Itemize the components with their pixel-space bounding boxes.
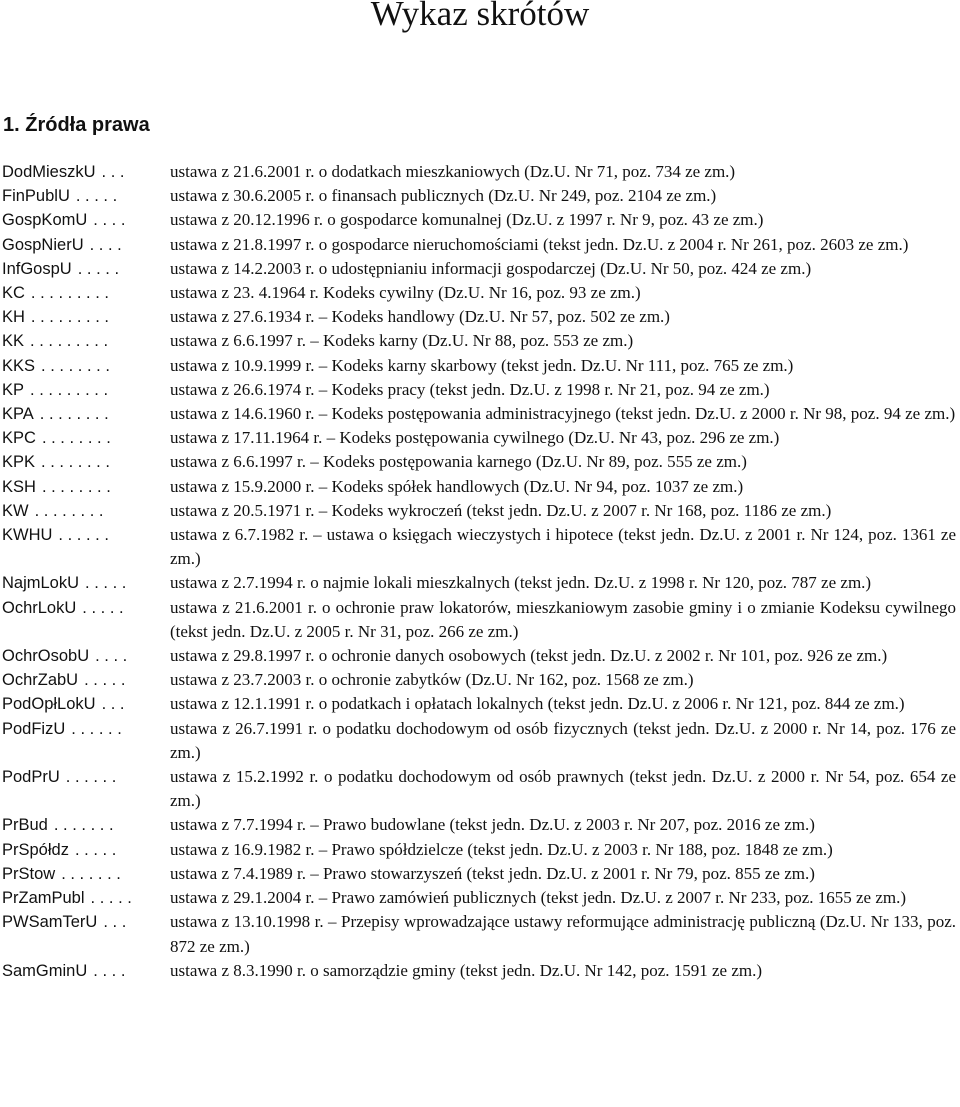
abbreviation-label: PodOpłLokU — [2, 695, 96, 714]
list-item — [2, 668, 958, 692]
abbreviation-description: ustawa z 15.9.2000 r. – Kodeks spółek handlowych (Dz.U. Nr 94, poz. 1037 ze zm.) — [170, 476, 744, 496]
abbreviation-label: PrSpółdz — [2, 840, 69, 859]
list-item — [2, 281, 958, 305]
abbreviation-term — [2, 910, 170, 934]
abbreviation-description: ustawa z 15.2.1992 r. o podatku dochodowym od osób prawnych (tekst jedn. Dz.U. z 2000 r. Nr 54, poz. 654 ze zm.) — [170, 767, 956, 811]
list-item — [2, 959, 958, 983]
list-item — [2, 765, 958, 813]
list-item — [2, 378, 958, 402]
dot-leader: ....... — [53, 816, 119, 835]
abbreviation-description: ustawa z 6.6.1997 r. – Kodeks postępowania karnego (Dz.U. Nr 89, poz. 555 ze zm.) — [170, 452, 747, 472]
abbreviation-label: DodMieszkU — [2, 163, 96, 181]
list-item — [2, 838, 958, 862]
abbreviation-label: KKS — [2, 356, 36, 375]
dot-leader: ........ — [41, 356, 115, 375]
abbreviation-label: GospKomU — [2, 211, 88, 230]
list-item — [2, 717, 958, 765]
list-item — [2, 426, 958, 450]
abbreviation-description: ustawa z 13.10.1998 r. – Przepisy wprowadzające ustawy reformujące administrację publiczną (Dz.U. Nr 133, poz. 872 ze zm.) — [170, 912, 956, 956]
list-item — [2, 571, 958, 595]
dot-leader: ...... — [71, 719, 127, 738]
abbreviation-term — [2, 886, 170, 910]
abbreviation-label: PrBud — [2, 816, 48, 835]
dot-leader: ..... — [82, 598, 129, 617]
abbreviation-label: KK — [2, 332, 25, 351]
dot-leader: ..... — [77, 259, 124, 278]
abbreviation-label: KP — [2, 380, 25, 399]
dot-leader: ......... — [30, 308, 114, 327]
list-item — [2, 862, 958, 886]
dot-leader: ........ — [41, 477, 116, 496]
abbreviation-term — [2, 378, 170, 402]
dot-leader: ... — [103, 913, 131, 932]
dot-leader: ...... — [65, 768, 121, 787]
dot-leader: .... — [95, 647, 132, 666]
abbreviation-term — [2, 281, 170, 305]
abbreviation-description: ustawa z 20.5.1971 r. – Kodeks wykroczeń (tekst jedn. Dz.U. z 2007 r. Nr 168, poz. 1186 ze zm.) — [170, 500, 832, 520]
list-item — [2, 813, 958, 837]
abbreviation-label: PWSamTerU — [2, 913, 98, 932]
dot-leader: ....... — [61, 864, 126, 883]
dot-leader: ........ — [41, 453, 115, 472]
dot-leader: ........ — [41, 429, 116, 448]
abbreviation-description: ustawa z 21.6.2001 r. o ochronie praw lokatorów, mieszkaniowym zasobie gminy i o zmianie Kodeksu cywilnego (tekst jedn. Dz.U. z 2005 r. Nr 31, poz. 266 ze zm.) — [170, 597, 956, 641]
abbreviation-description: ustawa z 29.1.2004 r. – Prawo zamówień publicznych (tekst jedn. Dz.U. z 2007 r. Nr 233, poz. 1655 ze zm.) — [170, 888, 907, 908]
abbreviation-description: ustawa z 12.1.1991 r. o podatkach i opłatach lokalnych (tekst jedn. Dz.U. z 2006 r. Nr 121, poz. 844 ze zm.) — [170, 694, 905, 714]
abbreviation-label: PrZamPubl — [2, 889, 85, 908]
list-item — [2, 160, 958, 184]
abbreviation-term — [2, 644, 170, 668]
abbreviation-term — [2, 305, 170, 329]
abbreviation-description: ustawa z 23. 4.1964 r. Kodeks cywilny (Dz.U. Nr 16, poz. 93 ze zm.) — [170, 283, 641, 303]
abbreviation-label: KW — [2, 501, 29, 520]
abbreviation-description: ustawa z 7.4.1989 r. – Prawo stowarzyszeń (tekst jedn. Dz.U. z 2001 r. Nr 79, poz. 855 ze zm.) — [170, 863, 815, 883]
list-item — [2, 499, 958, 523]
list-item — [2, 692, 958, 716]
abbreviation-description: ustawa z 26.6.1974 r. – Kodeks pracy (tekst jedn. Dz.U. z 1998 r. Nr 21, poz. 94 ze zm.) — [170, 379, 770, 399]
abbreviation-term — [2, 208, 170, 232]
dot-leader: ......... — [30, 284, 114, 303]
abbreviation-label: GospNierU — [2, 235, 84, 254]
abbreviation-term — [2, 596, 170, 620]
abbreviation-term — [2, 354, 170, 378]
abbreviation-description: ustawa z 30.6.2005 r. o finansach publicznych (Dz.U. Nr 249, poz. 2104 ze zm.) — [170, 186, 717, 206]
abbreviation-term — [2, 692, 170, 716]
abbreviation-term — [2, 160, 170, 184]
dot-leader: ......... — [30, 332, 113, 351]
list-item — [2, 184, 958, 208]
abbreviation-description: ustawa z 21.8.1997 r. o gospodarce nieruchomościami (tekst jedn. Dz.U. z 2004 r. Nr 261, poz. 2603 ze zm.) — [170, 234, 909, 254]
abbreviation-term — [2, 813, 170, 837]
list-item — [2, 910, 958, 958]
abbreviation-term — [2, 475, 170, 499]
section-heading: 1. Źródła prawa — [3, 114, 150, 136]
abbreviation-description: ustawa z 14.6.1960 r. – Kodeks postępowania administracyjnego (tekst jedn. Dz.U. z 2000 r. Nr 98, poz. 94 ze zm.) — [170, 404, 956, 424]
list-item — [2, 329, 958, 353]
abbreviation-term — [2, 717, 170, 741]
abbreviation-description: ustawa z 8.3.1990 r. o samorządzie gminy (tekst jedn. Dz.U. Nr 142, poz. 1591 ze zm.) — [170, 960, 763, 980]
abbreviation-term — [2, 523, 170, 547]
abbreviation-term — [2, 233, 170, 257]
dot-leader: ... — [101, 163, 130, 181]
abbreviation-description: ustawa z 14.2.2003 r. o udostępnianiu informacji gospodarczej (Dz.U. Nr 50, poz. 424 ze zm.) — [170, 258, 812, 278]
abbreviation-description: ustawa z 17.11.1964 r. – Kodeks postępowania cywilnego (Dz.U. Nr 43, poz. 296 ze zm.) — [170, 428, 780, 448]
abbreviation-description: ustawa z 16.9.1982 r. – Prawo spółdzielcze (tekst jedn. Dz.U. z 2003 r. Nr 188, poz. 1848 ze zm.) — [170, 839, 833, 859]
dot-leader: ..... — [74, 840, 121, 859]
abbreviation-description: ustawa z 2.7.1994 r. o najmie lokali mieszkalnych (tekst jedn. Dz.U. z 1998 r. Nr 120, poz. 787 ze zm.) — [170, 573, 872, 593]
list-item — [2, 596, 958, 644]
abbreviation-term — [2, 450, 170, 474]
abbreviation-label: KPC — [2, 429, 36, 448]
dot-leader: ..... — [85, 574, 131, 593]
abbreviation-label: OchrOsobU — [2, 647, 90, 666]
list-item — [2, 402, 958, 426]
abbreviation-term — [2, 257, 170, 281]
abbreviation-description: ustawa z 29.8.1997 r. o ochronie danych osobowych (tekst jedn. Dz.U. z 2002 r. Nr 101, poz. 926 ze zm.) — [170, 646, 888, 666]
abbreviation-term — [2, 765, 170, 789]
abbreviation-list — [2, 160, 958, 983]
abbreviation-description: ustawa z 27.6.1934 r. – Kodeks handlowy (Dz.U. Nr 57, poz. 502 ze zm.) — [170, 307, 670, 327]
abbreviation-term — [2, 862, 170, 886]
page-title: Wykaz skrótów — [370, 0, 590, 33]
abbreviation-label: FinPublU — [2, 187, 70, 206]
abbreviation-term — [2, 402, 170, 426]
dot-leader: .... — [93, 211, 131, 230]
abbreviation-description: ustawa z 23.7.2003 r. o ochronie zabytków (Dz.U. Nr 162, poz. 1568 ze zm.) — [170, 670, 694, 690]
dot-leader: ........ — [39, 405, 114, 424]
dot-leader: ..... — [90, 889, 137, 908]
list-item — [2, 208, 958, 232]
abbreviation-label: NajmLokU — [2, 574, 80, 593]
abbreviation-term — [2, 184, 170, 208]
dot-leader: ......... — [30, 380, 113, 399]
abbreviation-description: ustawa z 6.7.1982 r. – ustawa o księgach wieczystych i hipotece (tekst jedn. Dz.U. z 2001 r. Nr 124, poz. 1361 ze zm.) — [170, 525, 956, 569]
list-item — [2, 233, 958, 257]
abbreviation-label: InfGospU — [2, 259, 72, 278]
dot-leader: ...... — [58, 526, 114, 545]
abbreviation-term — [2, 668, 170, 692]
abbreviation-label: KPA — [2, 405, 34, 424]
abbreviation-description: ustawa z 21.6.2001 r. o dodatkach mieszkaniowych (Dz.U. Nr 71, poz. 734 ze zm.) — [170, 162, 736, 181]
dot-leader: ........ — [34, 501, 109, 520]
abbreviation-term — [2, 959, 170, 983]
abbreviation-term — [2, 571, 170, 595]
abbreviation-description: ustawa z 26.7.1991 r. o podatku dochodowym od osób fizycznych (tekst jedn. Dz.U. z 2000 r. Nr 14, poz. 176 ze zm.) — [170, 718, 956, 762]
abbreviation-label: OchrZabU — [2, 671, 79, 690]
abbreviation-label: KPK — [2, 453, 36, 472]
abbreviation-term — [2, 426, 170, 450]
abbreviation-label: SamGminU — [2, 961, 88, 980]
abbreviation-label: PodPrU — [2, 768, 60, 787]
dot-leader: ..... — [84, 671, 131, 690]
abbreviation-label: KSH — [2, 477, 36, 496]
abbreviation-term — [2, 329, 170, 353]
list-item — [2, 450, 958, 474]
abbreviation-label: OchrLokU — [2, 598, 77, 617]
abbreviation-label: KC — [2, 284, 25, 303]
list-item — [2, 257, 958, 281]
abbreviation-label: PrStow — [2, 864, 56, 883]
list-item — [2, 305, 958, 329]
abbreviation-description: ustawa z 7.7.1994 r. – Prawo budowlane (tekst jedn. Dz.U. z 2003 r. Nr 207, poz. 2016 ze zm.) — [170, 815, 815, 835]
abbreviation-label: KH — [2, 308, 25, 327]
list-item — [2, 475, 958, 499]
dot-leader: ... — [101, 695, 130, 714]
abbreviation-description: ustawa z 6.6.1997 r. – Kodeks karny (Dz.U. Nr 88, poz. 553 ze zm.) — [170, 331, 634, 351]
abbreviation-term — [2, 838, 170, 862]
list-item — [2, 644, 958, 668]
list-item — [2, 354, 958, 378]
dot-leader: ..... — [75, 187, 122, 206]
abbreviation-label: KWHU — [2, 526, 53, 545]
abbreviation-label: PodFizU — [2, 719, 66, 738]
dot-leader: .... — [93, 961, 131, 980]
abbreviation-description: ustawa z 20.12.1996 r. o gospodarce komunalnej (Dz.U. z 1997 r. Nr 9, poz. 43 ze zm.) — [170, 210, 764, 230]
abbreviation-description: ustawa z 10.9.1999 r. – Kodeks karny skarbowy (tekst jedn. Dz.U. Nr 111, poz. 765 ze zm.) — [170, 355, 794, 375]
abbreviation-term — [2, 499, 170, 523]
list-item — [2, 886, 958, 910]
list-item — [2, 523, 958, 571]
dot-leader: .... — [89, 235, 127, 254]
